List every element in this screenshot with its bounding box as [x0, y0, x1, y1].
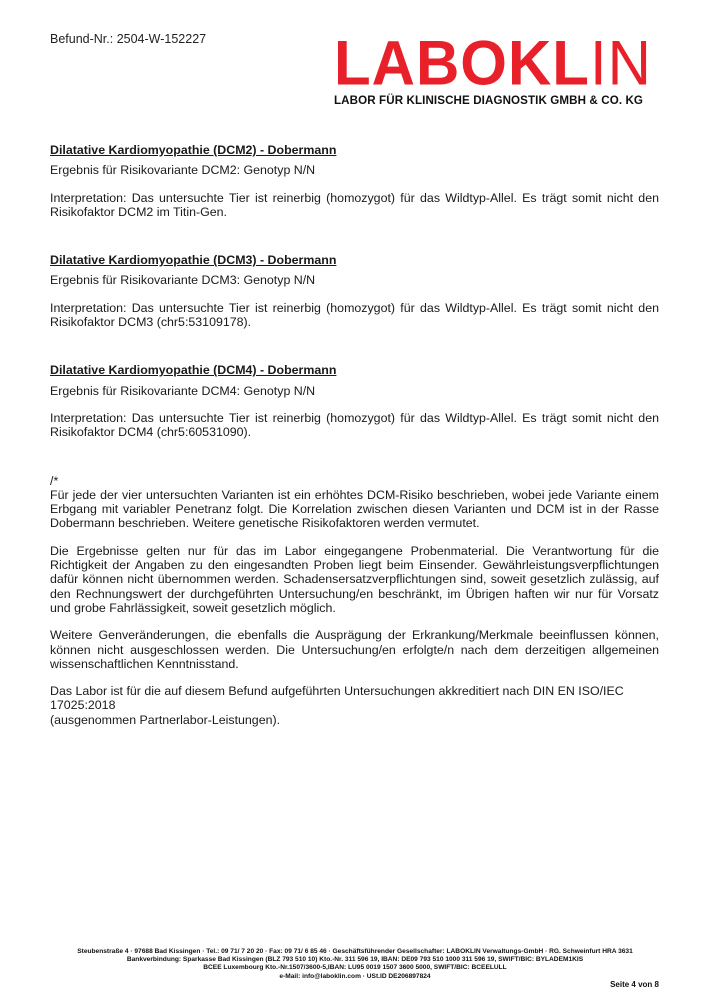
- section-interpretation: Interpretation: Das untersuchte Tier ist reinerbig (homozygot) für das Wildtyp-Allel. Es trägt somit nicht den Risikofaktor DCM2 im Titin-Gen.: [50, 190, 659, 219]
- befund-number: Befund-Nr.: 2504-W-152227: [50, 32, 207, 46]
- logo-wordmark-tail: IN: [589, 27, 652, 99]
- footer-bank: Bankverbindung: Sparkasse Bad Kissingen (BLZ 793 510 10) Kto.-Nr. 311 596 19, IBAN: DE09 793 510 1000 311 596 19, SWIFT/BIC: BYLADEM1KIS: [126, 956, 584, 964]
- section-dcm4: [50, 363, 659, 439]
- accreditation-exception: (ausgenommen Partnerlabor-Leistungen).: [50, 712, 281, 727]
- section-interpretation: Interpretation: Das untersuchte Tier ist reinerbig (homozygot) für das Wildtyp-Allel. Es trägt somit nicht den Risikofaktor DCM3 (chr5:53109178).: [50, 300, 659, 330]
- section-result: Ergebnis für Risikovariante DCM4: Genotyp N/N: [50, 383, 316, 398]
- note-accreditation: [50, 684, 659, 727]
- footer: [30, 948, 680, 981]
- report-content: [50, 143, 659, 740]
- logo-wordmark-main: LABOKL: [334, 27, 590, 99]
- section-dcm2: [50, 143, 659, 219]
- section-title: Dilatative Kardiomyopathie (DCM2) - Dobermann: [50, 143, 337, 157]
- notes-marker: /*: [50, 473, 59, 488]
- logo-wordmark: [334, 27, 680, 99]
- accreditation-text: Das Labor ist für die auf diesem Befund aufgeführten Untersuchungen akkreditiert nach DIN EN ISO/IEC 17025:2018: [50, 684, 624, 713]
- footer-bank-lux: BCEE Luxembourg Kto.-Nr.1507/3600-5,IBAN: LU95 0019 1507 3600 5000, SWIFT/BIC: BCEELULL: [203, 964, 507, 972]
- section-interpretation: Interpretation: Das untersuchte Tier ist reinerbig (homozygot) für das Wildtyp-Allel. Es trägt somit nicht den Risikofaktor DCM4 (chr5:60531090).: [50, 410, 659, 440]
- note-liability: Die Ergebnisse gelten nur für das im Labor eingegangene Probenmaterial. Die Verantwortung für die Richtigkeit der Angaben zu den eingesandten Proben liegt beim Einsender. Gewährleistungsverpflichtungen dafür können nicht übernommen werden. Schadensersatzverpflichtungen sind, soweit gesetzlich zulässig, auf den Rechnungswert der durchgeführten Untersuchung/en beschränkt, im Übrigen haften wir nur für Vorsatz und grobe Fahrlässigkeit, soweit gesetzlich möglich.: [50, 543, 659, 615]
- note-risk: Für jede der vier untersuchten Varianten ist ein erhöhtes DCM-Risiko beschrieben, wobei jede Variante einem Erbgang mit variabler Penetranz folgt. Die Korrelation zwischen diesen Varianten und DCM ist in der Rasse Dobermann beschrieben. Weitere genetische Risikofaktoren werden vermutet.: [50, 487, 659, 531]
- logo-subtitle: LABOR FÜR KLINISCHE DIAGNOSTIK GMBH & CO. KG: [334, 94, 644, 107]
- section-title: Dilatative Kardiomyopathie (DCM3) - Dobermann: [50, 253, 337, 268]
- note-other-genes: Weitere Genveränderungen, die ebenfalls die Ausprägung der Erkrankung/Merkmale beeinflussen können, können nicht ausgeschlossen werden. Die Untersuchung/en erfolgte/n nach dem derzeitigen allgemeinen wissenschaftlichen Kenntnisstand.: [50, 628, 659, 671]
- section-result: Ergebnis für Risikovariante DCM3: Genotyp N/N: [50, 273, 316, 288]
- footer-address: Steubenstraße 4 · 97688 Bad Kissingen · Tel.: 09 71/ 7 20 20 · Fax: 09 71/ 6 85 46 · Geschäftsführender Gesellschafter: LABOKLIN Verwaltungs-GmbH · RG. Schweinfurt HRA 3631: [77, 948, 633, 955]
- notes: [50, 474, 659, 727]
- page-number: Seite 4 von 8: [610, 980, 659, 989]
- section-result: Ergebnis für Risikovariante DCM2: Genotyp N/N: [50, 163, 316, 178]
- section-title: Dilatative Kardiomyopathie (DCM4) - Dobermann: [50, 363, 337, 378]
- footer-email: e-Mail: info@laboklin.com · USt.ID DE206897824: [279, 972, 431, 980]
- laboklin-logo: [334, 27, 680, 107]
- section-dcm3: [50, 253, 659, 329]
